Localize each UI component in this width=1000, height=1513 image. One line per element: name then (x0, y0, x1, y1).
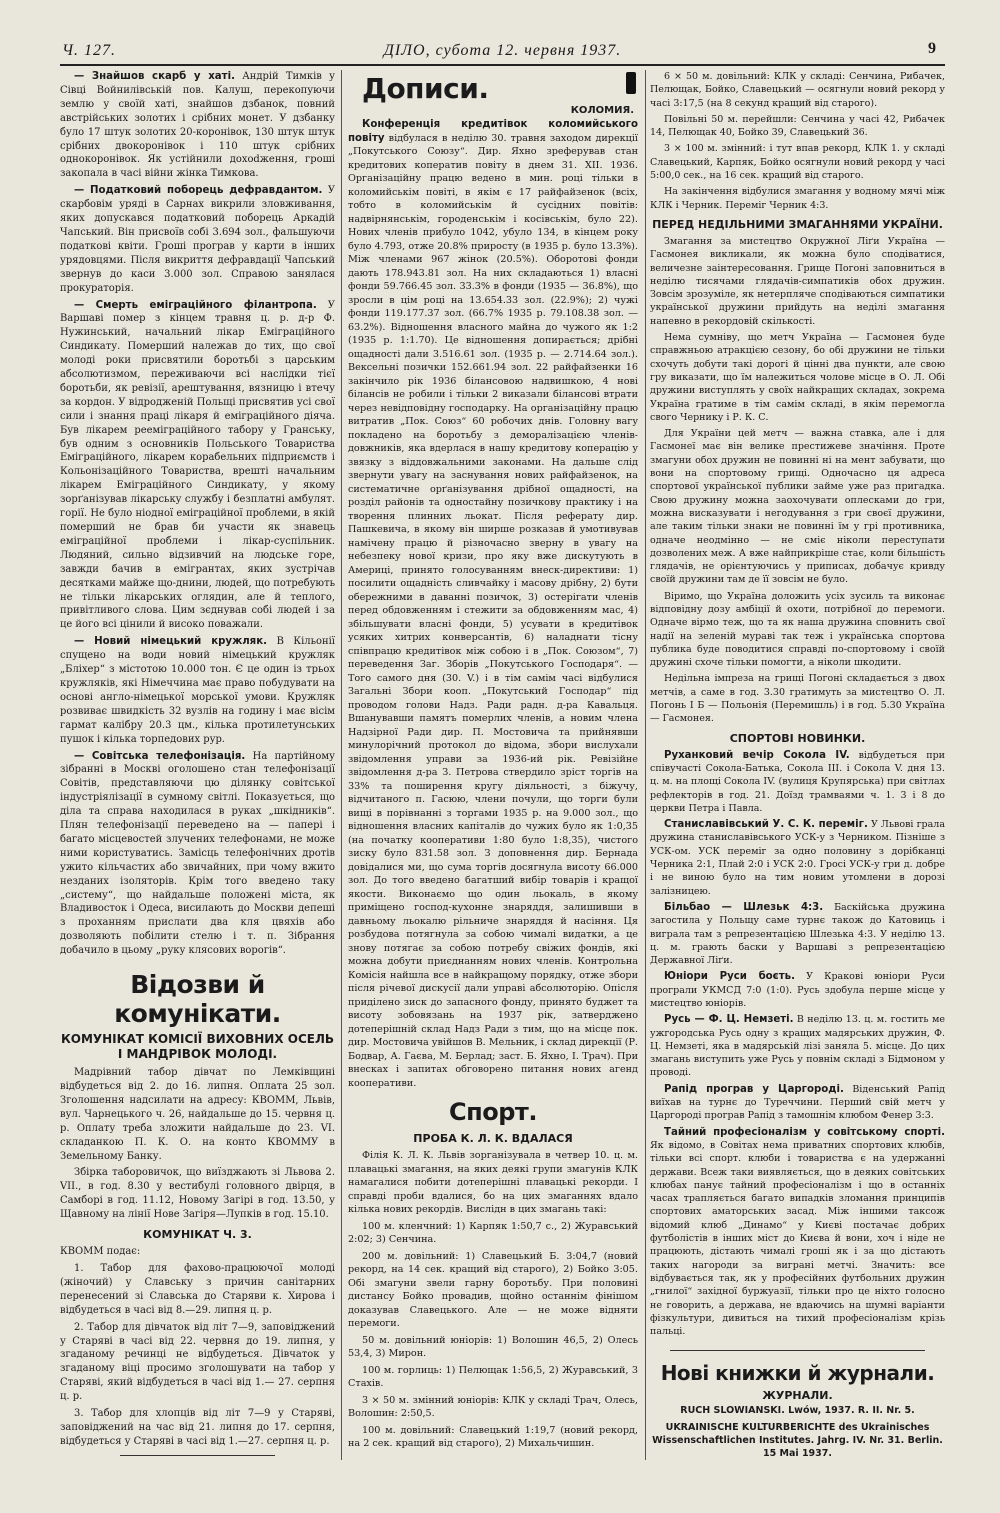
result-line: 100 м. кленчний: 1) Карпяк 1:50,7 с., 2) Журавський 2:02; 3) Сенчина. (348, 1220, 638, 1245)
paragraph-text: У скарбовім уряді в Сарнах викрили зловживання, яких допускався податковий поборець Аркадій Чапський. Він присвоїв собі 3.694 зол., фальшуючи податкові квіти. Гроші програв у карти в інших урядовцями. Після викриття дефравдації Чапський звернув до каси 3.000 зол. Справою занялася прокураторія. (60, 185, 335, 294)
result-line: 6 × 50 м. довільний: КЛК у складі: Сенчина, Рибачек, Пелющак, Бойко, Славецький — осягнули новий рекорд у часі 3:17,5 (на 8 секунд кращий від старого). (650, 71, 945, 109)
paragraph-text: В Кільонії спущено на води новий німецький кружляк „Бліхер“ з містотою 10.000 тон. Є це один із трьох кружляків, які Німеччина має право побудувати на основі англо-німецької морської умови. Кружляк розвиває швидкість 32 вузлів на годину і має вісім гармат калібру 20.3 цм., кілька протилетунських пушок і кілька торпедових рур. (60, 636, 335, 745)
report-paragraph (348, 118, 638, 1090)
paragraph-lead: — Новий німецький кружляк. (74, 636, 267, 648)
paragraph-lead: Тайний професіоналізм у совітському спорті. (664, 1126, 945, 1138)
sport-news-body (650, 749, 945, 1339)
sport-news-title: СПОРТОВІ НОВИНКИ. (729, 731, 866, 745)
article-paragraph: Для України цей метч — важна ставка, але і для Гасмонеї має він велике престижеве значіння. Проте змагуни обох дружин не повинні ні на мент забувати, що вони на спортовому грищі. Одночасно ця адреса спортової української публики займе уже раз пригадка. Свою дружину можна заохочувати оплесками до гри, можна висказувати і негодування з гри своєї дружини, але таким тільки знаки не повинні їм у грі противника, одначе неодмінно — не сміє ніколи переступати дозволених меж. А вже найприкріше стає, коли більшість глядачів, не орієнтуючись у приписах, добачує кривду своїй дружини там де її зовсім не було. (650, 428, 945, 586)
paragraph-text: Віденський Рапід виїхав на турнє до Туреччини. Перший свій метч у Царгороді програв Рапід з тамошнім клюбом Фенер 3:3. (650, 1083, 945, 1122)
paragraph-lead: Юніори Руси боєть. (664, 971, 795, 983)
ukraina-article-body (650, 235, 945, 726)
article-paragraph: Змагання за мистецтво Окружної Ліґи Україна — Гасмонея викликали, як можна було сподіватися, величезне заінтересовання. Грище Погоні заповниться в неділю тисячами глядачів-симпатиків обох дружин. Зовсім зрозуміле, як нетерпляче сподіваються симпатики української дружини прийдуть на неділі змагання напевно в рекордовій скількості. (650, 235, 945, 327)
section-title-books: Нові книжки й журнали. (660, 1361, 935, 1386)
paragraph-text: У Кракові юніори Руси програли УКМСД 7:0 (1:0). Русь здобула перше місце у мистецтво юніорів. (650, 971, 945, 1009)
swim-results-continued (650, 70, 945, 212)
news-item (60, 299, 335, 633)
column-divider (341, 70, 342, 1460)
result-line: Повільні 50 м. перейшли: Сенчина у часі 42, Рибачек 14, Пелющак 40, Бойко 39, Славецький 36. (650, 113, 945, 139)
paragraph-text: У Львові грала дружина станиславівського УСК-у з Черником. Пізніше з УСК-ом. УСК переміг за одно половину з дорібканці Черника 2:1, Плай 2:0 і УСК 2:0. Гросі УСК-у гри д. добре і не виною було на тим новим утомлени в дорозі залізницею. (650, 819, 945, 897)
column-3 (650, 70, 945, 1464)
result-line: 100 м. довільний: Славецький 1:19,7 (новий рекорд, на 2 сек. кращий від старого), 2) Михальчишин. (348, 1424, 638, 1449)
section-title-announcements: Відозви й комунікати. (114, 970, 281, 1029)
journals-subtitle: ЖУРНАЛИ. (762, 1389, 833, 1403)
communique-3-body (60, 1262, 335, 1449)
section-title-reports: Дописи. (362, 72, 489, 105)
sport-article-title: ПРОБА К. Л. К. ВДАЛАСЯ (413, 1132, 573, 1145)
paragraph-text: В неділю 13. ц. м. гостить ме ужгородська Русь одну з кращих мадярських дружин, Ф. Ц. Немзеті, яка в мадярській лізі заняла 5. місце. До цих змагань виступить уже Русь у повнім складі з Бідмоном у проводі. (650, 1014, 945, 1079)
article-paragraph: Недільна імпреза на грищі Погоні складається з двох метчів, а саме в год. 3.30 гратимуть за мистецтво О. Л. Погонь І Б — Польонія (Перемишль) і в год. 5.30 Україна — Гасмонея. (650, 673, 945, 725)
result-line: 3 × 100 м. змінний: і тут впав рекорд, КЛК 1. у складі Славецький, Карпяк, Бойко осягнули новий рекорд у часі 5:00,0 сек., на 16 сек. кращий від старого. (650, 143, 945, 182)
page-header (60, 38, 945, 66)
paragraph-text: Баскійська дружина загостила у Польщу саме турнє також до Катовиць і виграла там з репрезентацією Шлезька 4:3. У неділю 13. ц. м. грають баски у Варшаві з репрезентацією Державної Ліґи. (650, 901, 945, 967)
masthead-date: ДІЛО, субота 12. червня 1937. (383, 42, 622, 59)
section-rule (670, 1350, 925, 1351)
result-line: 3 × 50 м. змінний юніорів: КЛК у складі Трач, Олесь, Волошин: 2:50,5. (348, 1394, 638, 1419)
sport-intro: Філія К. Л. К. Львів зорганізувала в четвер 10. ц. м. плавацькі змагання, на яких деякі групи змагунів КЛК намагалися побити дотеперішні плавацькі рекорди. І справді проби вдалися, бо на цих змаганнях вдало кілька нових рекордів. Вислідн в цих змагань такі: (348, 1150, 638, 1215)
news-item (60, 635, 335, 746)
communique-paragraph: 3. Табор для хлопців від літ 7—9 у Старяві, заповіджений на час від 21. липня до 17. серпня, відбудеться у Старяві в часі від 1.—27. серпня ц. р. (60, 1408, 335, 1447)
news-item (650, 818, 945, 898)
paragraph-lead: — Совітська телефонізація. (74, 750, 246, 762)
news-list (60, 70, 335, 958)
paragraph-lead: — Знайшов скарб у хаті. (74, 71, 235, 82)
paragraph-text: У Варшаві помер з кінцем травня ц. р. д-р Ф. Нужинський, начальний лікар Еміграційного Синдикату. Померший належав до тих, що свої молоді роки присвятили боротьбі з царським абсолютизмом, переживаючи всі наслідки тієї боротьби, як ревізії, арештування, вязницю і втечу за кордон. У відродженій Польщі присвятив усі свої сили і знання праці лікаря й еміграційного діяча. Був лікарем реемiграційного табору у Гранську, був одним з основників Польського Товариства Еміграційного, лікарем корабельних підприємств і Кольонізаційного Товариства, врешті начальним лікарем Еміграційного Синдикату, у якому зорґанізував лікарську службу і безплатні амбулят. горії. Не було ніодної еміграційної проблеми, в якій померший не брав би участи як знавець еміграційної проблеми і лікар-суспільник. Людяний, сильно відзивчий на людське горе, завжди бачив в емігрантах, яких зустрічав десятками майже що-днини, людей, що потребують не тільки лікарських оглядин, але й теплого, привітливого слова. Цим зєднував собі людей і за це його всі цінили й високо поважали. (60, 299, 335, 631)
article-paragraph: Нема сумніву, що метч Україна — Гасмонея буде справжньою атракцією сезону, бо обі дружини не тільки схочуть добути такі дорогі й цінні два пункти, але свою гру виказати, що їм належиться чолове місце в О. Л. Обі дружини виступлять у своїх найкращих складах, зокрема Україна гратиме в тім самім складі, в якім перемогла свого Чернику і Р. К. С. (650, 332, 945, 423)
news-item (60, 70, 335, 181)
paragraph-lead: Конференція кредитівок коломийського повіту (348, 119, 638, 144)
news-item (650, 901, 945, 967)
location-heading: КОЛОМИЯ. (570, 105, 634, 116)
result-line: 50 м. довільний юніорів: 1) Волошин 46,5, 2) Олесь 53,4, 3) Мирон. (348, 1334, 638, 1359)
paragraph-lead: Рапід програв у Царгороді. (664, 1083, 844, 1095)
journal-entry: RUCH SLOWIANSKI. Lwów, 1937. R. II. Nr. 5. (680, 1405, 915, 1417)
ukraina-article-title: ПЕРЕД НЕДІЛЬНИМИ ЗМАГАННЯМИ УКРАЇНИ. (652, 217, 943, 231)
news-item (60, 184, 335, 295)
communique-3-intro: КВОММ подає: (60, 1246, 141, 1258)
communique-1-body (60, 1066, 335, 1222)
paragraph-text: відбулася в неділю 30. травня заходом дирекції „Покутського Союзу“. Дир. Яхно зреферував стан кредитових коператив повіту в днем 31. XII. 1936. Організаційну працю ведено в мин. році тільки в коломийськім повіті, в якім є 17 райфайзенок (всіх, тобто в коломийськім й сусідних повітів: надвірнянськім, городенськім і косівськім, було 22). Нових членів прибуло 1042, убуло 134, в кінцем року було 4.793, отже 20.8% приросту (в 1935 р. було 13.3%). Між членами 967 жінок (20.5%). Оборотові фонди дають 178.943.81 зол. На них складаються 1) власні фонди 59.766.45 зол. 33.3% в фонди (1935 — 36.8%), що зросли в цім році на 13.654.33 зол. (22.9%); 2) чужі фонди 119.177.37 зол. (66.7% 1935 р. 79.108.38 зол. — 63.2%). Відношення власного майна до чужого як 1:2 (1935 р. 1:1.70). Це відношення допирається; дрібні ощадності дали 3.516.61 зол. (1935 р. — 2.714.64 зол.). Вексельні позички 152.661.94 зол. 22 райфайзенки 16 закінчило рік 1936 біланcовою надвишкою, 4 нові біланcів не робили і тільки 2 виказали біланcові втрати через невідповідну господарку. На організаційну працю витратив „Пок. Союз“ 60 робочих днів. Головну вагу покладено на боротьбу з деморалізацією членів-довжників, яка вдерлася в нашу кредитову коперацію у звязку з віддовжальними законами. На дальше слід звернути увагу на заснування нових райфайзенок, на систематичне орґанізування дрібної ощадності, на розділ районів та одностайну позичкову практику і на творення плинних льокат. Після реферату дир. Пашкевича, в якому він ширше розказав й умотивував наміченy працю й різночасно зверну в увагу на небезпеку нової кризи, про яку вже дискутують в Америці, принято голосуванням внеск-директиви: 1) посилити ощадність сливчайку і масову дрібну, 2) бути обережними в даванні позичок, 3) остерігати членів перед обдовженням і стежити за обдовженням мас, 4) збільшувати власні фонди, 5) усувати в кредитівок усяких хитрих конверсантів, 6) наладнати тісну співпрацю кредитівок між собою і в „Пок. Союзом“, 7) переведення Заг. Зборів „Покутського Господаря“. — Того самого дня (30. V.) і в тім самім часі відбулися Загальні Збори кооп. „Покутський Господар“ під проводом голови Надз. Ради радн. д-ра Кавальця. Вшанувавши памятъ померлих членів, а новим члена Надзірної Ради дир. П. Мостовича та прийнявши минулорічний протокол до відома, збори вислухали звідомлення управи за 1936-ий рік. Ревізійне звідомлення д-ра З. Петрова ствердило зріст торгів на 33% та поширення кругу діяльності, з біжучу, відчитаного п. Гасюю, члени почули, що торги були вищі в порівнанні з торгами 1935 р. на 9.000 зол., що відношення власних капіталів до чужих було як 1:0,35 (на початку кооперативи 1:80 було 1:8,35), чистого зиску було 831.58 зол. З доповнення дир. Бернада довідалися ми, що сума торгів досягнула висоту 66.000 зол. До того введено багатший вибір товарів і кращої якости. Виконаємо що один льокаль, в якому приміщено господ-кухонне знаряддя, залишивши в давньому льокалю рільниче знаряддя й насіння. Ця розбудова потягнула за собою чималі видатки, а це знову потягає за собою потребу свіжих фондів, які можна добути приєднанням нових членів. Контрольна Комісія найшла все в найкращому порядку, отже збори після річевої дискусії дали управі абсолюторію. Опісля приділено зиск до запасного фонду, принято буджет та висоту зобовязань на 1937 рік, затверджено дотеперішній склад Надз Ради з тим, що на місце пок. дир. Мостовича увійшов В. Мельник, і склад дирекції (Р. Бодвар, А. Гаєва, М. Берлад; заст. Б. Яхно, І. Трач). При внесках і запитах обговорено питання нових агенд кооперативи. (348, 132, 639, 1089)
journals-list (650, 1404, 945, 1460)
news-item (60, 750, 335, 959)
communique-paragraph: Збірка таборовичок, що виїзджають зі Львова 2. VII., в год. 8.30 у вестибулі головного двірця, в Самборі в год. 11.12, Новому Загірі в год. 13.50, у Щавному на лінії Нове Загіря—Лупків в год. 15.10. (60, 1167, 335, 1221)
section-rule (120, 1455, 275, 1456)
reports-body (348, 118, 638, 1090)
paragraph-text: відбудеться при співучасті Сокола-Батька, Сокола III. і Сокола V. дня 13. ц. м. на площі Сокола IV. (вулиця Крупярська) при світлах рефлекторів в год. 21. Доїзд трамваями ч. 1. 3 і 8 до церкви Петра і Павла. (650, 749, 945, 814)
news-item (650, 970, 945, 1010)
communique-paragraph: Мадрівний табор дівчат по Лемківщині відбудеться від 2. до 16. липня. Оплата 25 зол. Зголошення надсилати на адресу: КВОММ, Львів, вул. Чарнецького ч. 26, найдальше до 15. червня ц. р. Оплату треба зложити найдальше до 23. VI. складанкою П. К. О. на конто КВОММУ в Земельному Банку. (60, 1067, 335, 1162)
paragraph-lead: Руханковий вечір Сокола IV. (664, 749, 850, 761)
column-divider (645, 70, 646, 1460)
paragraph-text: Як відомо, в Совітах нема приватних спортових клюбів, тільки всі спорт. клюби і товариства є на удержанні держави. Всеж таки виявляється, що в деяких совітських клюбах панує тайний професіоналізм і що в останніх часах трапляється багато випадків зломання принципів спортових аматорських засад. Між іншими таксож відомий клюб „Динамо“ у Києві постачає добрих футболістів в інших міст до Києва й вони, хоч і ніде не працюють, дістають чималі гроші як і за що дістають таких нагороди за виграні метчі. Значить: все відбувається так, як у професійних футбольних дружин „гнилої“ західної буржуазії, тільки про це ніхто голосно не говорить, а держава, не вдаючись на шумні варіанти фізкультури, дивиться на тихий професіоналізм крізь пальці. (650, 1139, 945, 1338)
paragraph-lead: — Податковий поборець дефравдантом. (74, 185, 323, 197)
communique-1-title: КОМУНІКАТ КОМІСІЇ ВИХОВНИХ ОСЕЛЬ І МАНДРІВОК МОЛОДІ. (60, 1032, 335, 1062)
news-item (650, 1083, 945, 1123)
paragraph-text: На партійному зібранні в Москві оголошено стан телефонізації Совітів, представляючи цю ділянку совітської індустріялізації в сумному світлі. Показується, що діла та справа находилася в руках „шкідників“. Плян телефонізації переведено на — папері і багато місцевостей злучених телефонами, не може ними користуватись. Замісць телефонічних дротів ужито кільчастих або звичайних, при чому вжито незданих ізоляторів. Крім того введено таку „систему“, що найдальше положені міста, як Владивосток і Одеса, висилають до Москви депеші з проханням прислати два кля цвяхів або дозволяють побілити стелю і т. п. Зібрання добачило в цьому „руку клясових ворогів“. (60, 750, 335, 957)
column-2 (348, 70, 638, 1454)
paragraph-text: Андрій Тимків у Сівці Войнилівській пов. Калуш, перекопуючи землю у своїй хаті, знайшов дзбанок, повний австрійських золотих і срібних монет. У дзбанку було 17 штук золотих 20-коронівок, 130 штук штук срібних двокоронівок і 110 штук срібних однокоронівок. Як устійнили дохodження, гроші закопала в часі війни жінка Тимкова. (60, 71, 336, 180)
paragraph-lead: Станиславівський У. С. К. переміг. (664, 819, 868, 831)
column-1 (60, 70, 335, 1462)
journal-entry: UKRAINISCHE KULTURBERICHTE des Ukrainisches Wissenschaftlichen Institutes. Jahrg. IV. Nr. 31. Berlin. 15 Mai 1937. (652, 1421, 943, 1460)
communique-paragraph: 1. Табор для фахово-працюючої молоді (жіночий) у Славську з причин санітарних перенесений зі Славська до Старяви к. Хирова і відбудеться в часі від 8.—29. липня ц. р. (60, 1262, 335, 1316)
sport-results (348, 1220, 638, 1451)
news-item (650, 749, 945, 815)
communique-3-title: КОМУНІКАТ Ч. 3. (143, 1228, 252, 1242)
section-title-sport: Спорт. (449, 1098, 537, 1126)
paragraph-lead: Русь — Ф. Ц. Немзеті. (664, 1014, 794, 1026)
article-paragraph: Віримо, що Україна доложить усіх зусиль та виконає відповідну дозу амбіції й охоти, потрібної до перемоги. Одначе вірмо теж, що та як наша дружина сповнить свої надії на зеленій мураві так теж і українська спортова публика буде поводитися справді по-спортовому і своїй дружині схоче тільки помогти, а ніколи шкодити. (650, 590, 945, 669)
page-number: 9 (928, 40, 937, 57)
issue-number: Ч. 127. (62, 42, 117, 59)
result-line: 200 м. довільний: 1) Славецький Б. 3:04,7 (новий рекорд, на 14 сек. кращий від старого), 2) Бойко 3:05. Обі змагуни звели гарну боротьбу. При половині дистансу Бойко провадив, щойно останнім фінішом доказував Славецького. Але — не може відняти перемоги. (348, 1250, 638, 1329)
news-item (650, 1126, 945, 1339)
result-line: На закінчення відбулися змагання у водному мячі між КЛК і Черник. Переміг Черник 4:3. (650, 186, 945, 211)
paragraph-lead: Більбао — Шлезьк 4:3. (664, 901, 824, 913)
result-line: 100 м. горлиць: 1) Пелющак 1:56,5, 2) Журавський, 3 Стахів. (348, 1364, 638, 1389)
news-item (650, 1013, 945, 1079)
paragraph-lead: — Смерть еміграційного філантропа. (74, 299, 317, 311)
communique-paragraph: 2. Табор для дівчаток від літ 7—9, заповіджений у Старяві в часі від 22. червня до 19. липня, у згаданому речинці не відбудеться. Дівчаток у згаданому віці просимо зголошувати на табор у Старяві, який відбудеться в часі від 1.— 27. серпня ц. р. (60, 1321, 335, 1403)
